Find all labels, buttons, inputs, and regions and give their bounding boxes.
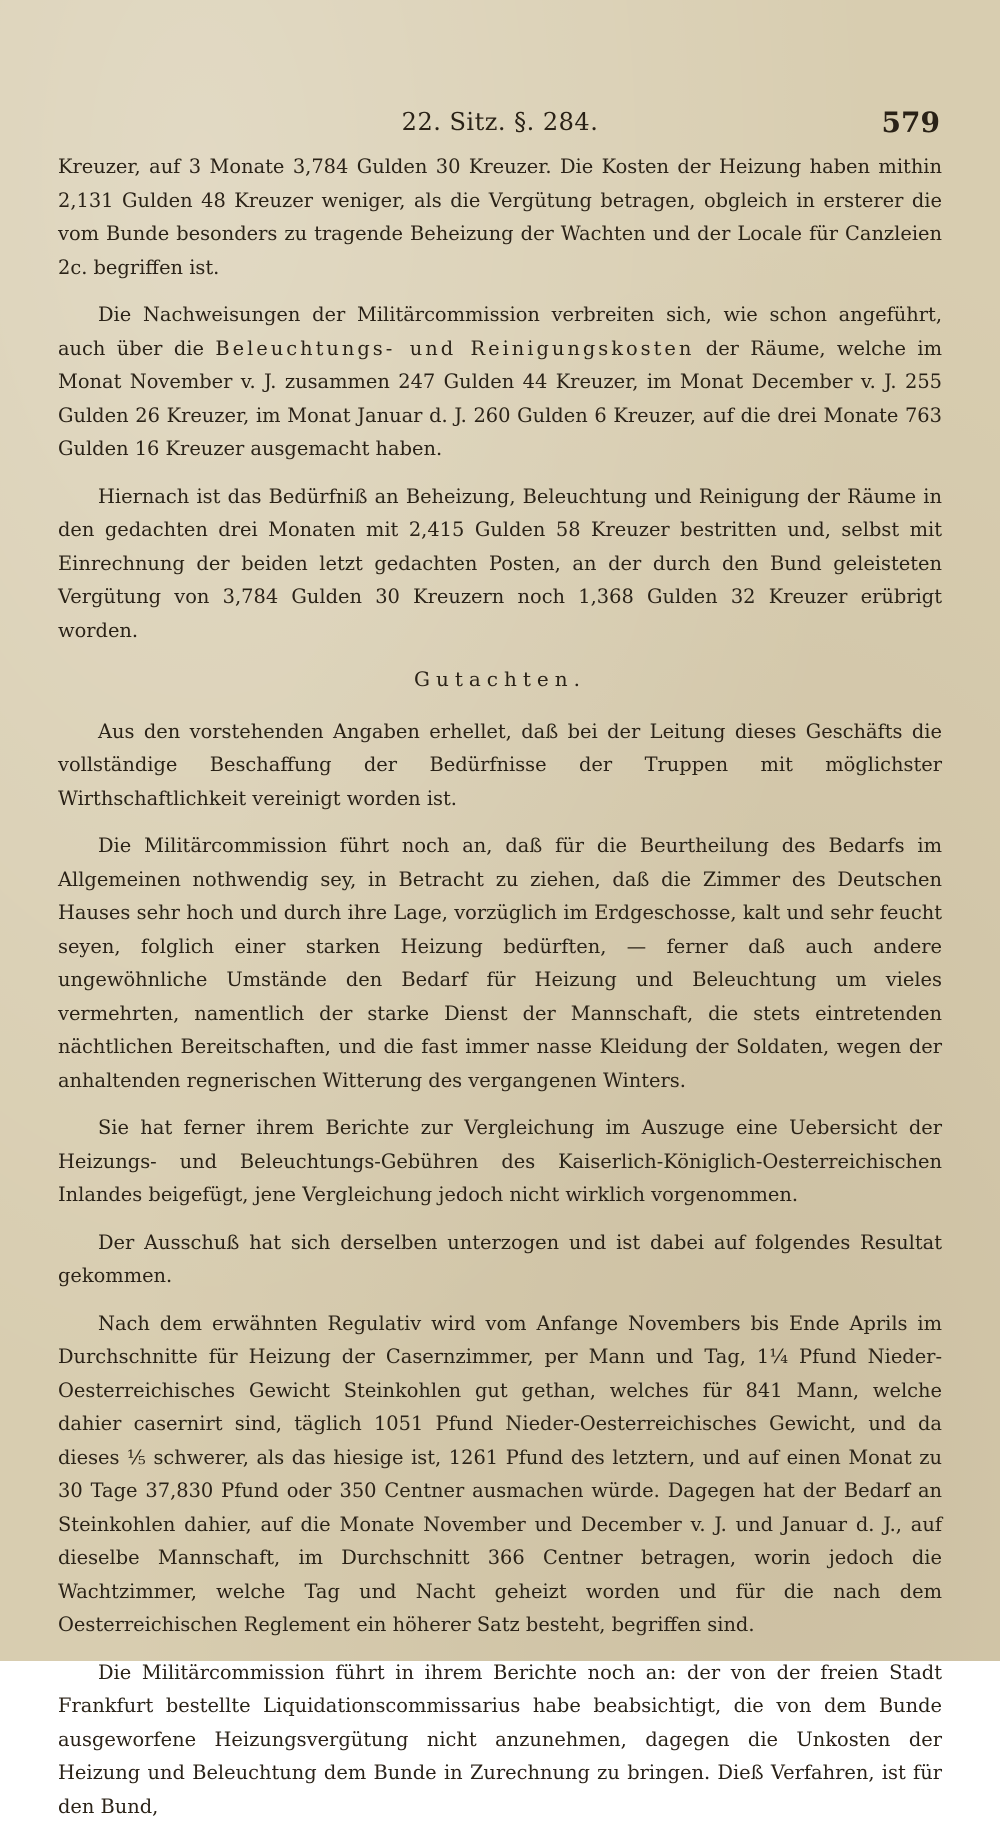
paragraph-6: Sie hat ferner ihrem Berichte zur Vergleichung im Auszuge eine Uebersicht der Heizungs- und Beleuchtungs-Gebühren des Kaiserlich-Königlich-Oesterreichischen Inlandes beigefügt, jene Vergleichung jedoch nicht wirklich vorgenommen. bbox=[58, 1116, 942, 1206]
paragraph-5: Die Militärcommission führt noch an, daß für die Beurtheilung des Bedarfs im Allgemeinen nothwendig sey, in Betracht zu ziehen, daß die Zimmer des Deutschen Hauses sehr hoch und durch ihre Lage, vorzüglich im Erdgeschosse, kalt und sehr feucht seyen, folglich einer starken Heizung bedürften, — ferner daß auch andere ungewöhnliche Umstände den Bedarf für Heizung und Beleuchtung um vieles vermehrten, namentlich der starke Dienst der Mannschaft, die stets eintretenden nächtlichen Bereitschaften, und die fast immer nasse Kleidung der Soldaten, wegen der anhaltenden regnerischen Witterung des vergangenen Winters. bbox=[58, 834, 942, 1092]
section-heading: Gutachten. bbox=[413, 667, 586, 691]
paragraph-1: Kreuzer, auf 3 Monate 3,784 Gulden 30 Kreuzer. Die Kosten der Heizung haben mithin 2,131 Gulden 48 Kreuzer weniger, als die Vergütung betragen, obgleich in ersterer die vom Bunde besonders zu tragende Beheizung der Wachten und der Locale für Canzleien 2c. begriffen ist. bbox=[58, 155, 942, 279]
paragraph-7: Der Ausschuß hat sich derselben unterzogen und ist dabei auf folgendes Resultat gekommen. bbox=[58, 1230, 942, 1287]
page-header bbox=[60, 108, 940, 148]
running-head: 22. Sitz. §. 284. bbox=[401, 108, 599, 136]
page-number: 579 bbox=[881, 106, 940, 139]
paragraph-2 bbox=[58, 298, 942, 466]
paragraph-2-start: Die Nachweisungen der Militärcommission verbreiten sich, wie schon angeführt, auch über die bbox=[58, 303, 942, 360]
paragraph-8: Nach dem erwähnten Regulativ wird vom Anfange Novembers bis Ende Aprils im Durchschnitte für Heizung der Casernzimmer, per Mann und Tag, 1¼ Pfund Nieder-Oesterreichisches Gewicht Steinkohlen gut gethan, welches für 841 Mann, welche dahier casernirt sind, täglich 1051 Pfund Nieder-Oesterreichisches Gewicht, und da dieses ⅕ schwerer, als das hiesige ist, 1261 Pfund des letztern, und auf einen Monat zu 30 Tage 37,830 Pfund oder 350 Centner ausmachen würde. Dagegen hat der Bedarf an Steinkohlen dahier, auf die Monate November und December v. J. und Januar d. J., auf dieselbe Mannschaft, im Durchschnitt 366 Centner betragen, worin jedoch die Wachtzimmer, welche Tag und Nacht geheizt worden und für die nach dem Oesterreichischen Reglement ein höherer Satz besteht, begriffen sind. bbox=[58, 1311, 942, 1636]
body-text bbox=[58, 150, 942, 1837]
paragraph-2-end: der Räume, welche im Monat November v. J. zusammen 247 Gulden 44 Kreuzer, im Monat December v. J. 255 Gulden 26 Kreuzer, im Monat Januar d. J. 260 Gulden 6 Kreuzer, auf die drei Monate 763 Gulden 16 Kreuzer ausgemacht haben. bbox=[58, 336, 942, 460]
spaced-emphasis: Beleuchtungs- und Reinigungskosten bbox=[215, 336, 695, 360]
paragraph-3: Hiernach ist das Bedürfniß an Beheizung, Beleuchtung und Reinigung der Räume in den gedachten drei Monaten mit 2,415 Gulden 58 Kreuzer bestritten und, selbst mit Einrechnung der beiden letzt gedachten Posten, an der durch den Bund geleisteten Vergütung von 3,784 Gulden 30 Kreuzern noch 1,368 Gulden 32 Kreuzer erübrigt worden. bbox=[58, 484, 942, 642]
paragraph-4: Aus den vorstehenden Angaben erhellet, daß bei der Leitung dieses Geschäfts die vollständige Beschaffung der Bedürfnisse der Truppen mit möglichster Wirthschaftlichkeit vereinigt worden ist. bbox=[58, 719, 942, 810]
paragraph-9: Die Militärcommission führt in ihrem Berichte noch an: der von der freien Stadt Frankfurt bestellte Liquidationscommissarius habe beabsichtigt, die von dem Bunde ausgeworfene Heizungsvergütung nicht anzunehmen, dagegen die Unkosten der Heizung und Beleuchtung dem Bunde in Zurechnung zu bringen. Dieß Verfahren, ist für den Bund, bbox=[58, 1660, 942, 1818]
